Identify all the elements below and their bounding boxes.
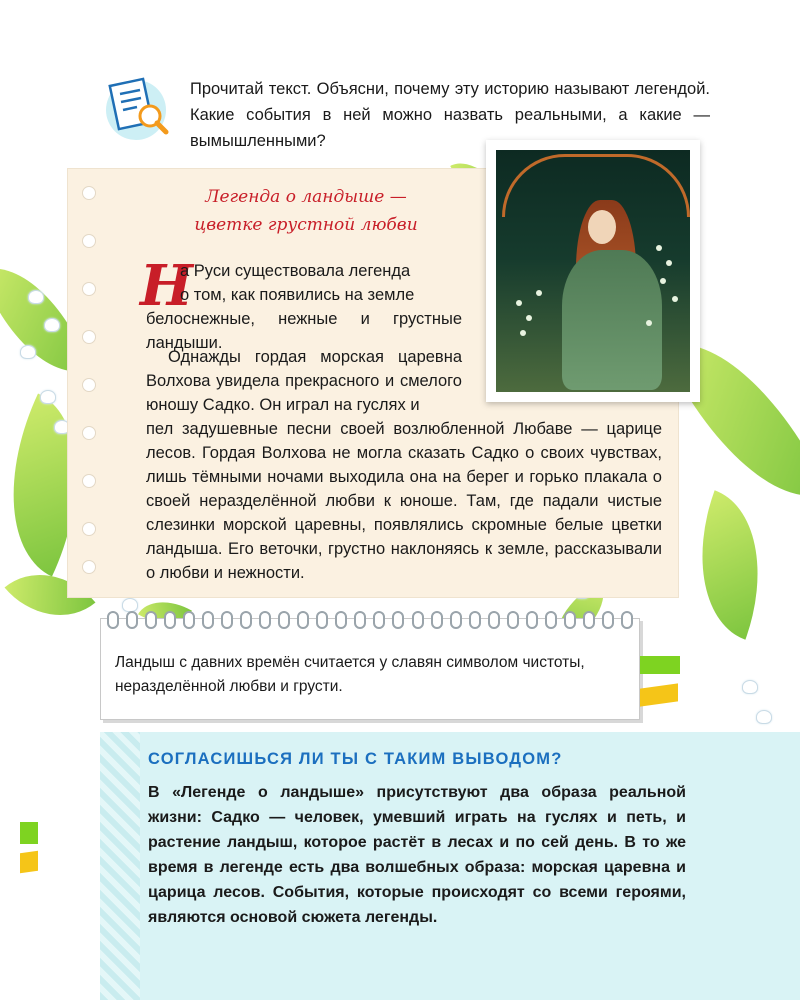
fact-note-line-2: неразделённой любви и грусти. — [115, 678, 343, 695]
story-paragraph-1-line-1: а Руси существовала легенда — [180, 262, 411, 280]
lily-flower-icon — [742, 680, 758, 694]
binder-hole — [82, 282, 96, 296]
lily-flower-icon — [28, 290, 44, 304]
conclusion-text: В «Легенде о ландыше» присутствуют два образа реальной жизни: Садко — человек, умевший играть на гуслях и петь, и растение ландыш, которое растёт в лесах и по сей день. В то же время в легенде есть два волшебных образа: морская царевна и царица лесов. События, которые происходят со всеми героями, являются основой сюжета легенды. — [148, 784, 686, 926]
binder-hole — [82, 560, 96, 574]
lily-flower-icon — [756, 710, 772, 724]
lily-flower-icon — [40, 390, 56, 404]
binder-hole — [82, 474, 96, 488]
fact-note — [100, 618, 640, 720]
decor-leaf — [670, 490, 790, 640]
green-tab — [640, 656, 680, 674]
drop-cap-letter: Н — [140, 253, 193, 319]
legend-illustration — [486, 140, 700, 402]
document-magnifier-icon — [102, 72, 174, 142]
binder-hole — [82, 234, 96, 248]
story-paragraph-1-line-2: о том, как появились на земле — [180, 286, 415, 304]
green-tab — [20, 822, 38, 844]
lily-flower-icon — [44, 318, 60, 332]
binder-hole — [82, 330, 96, 344]
yellow-tab — [20, 851, 38, 874]
lily-flower-icon — [122, 598, 138, 612]
story-paragraph-2: Однажды гордая морская царевна Волхова увидела прекрасного и смелого юношу Садко. Он играл на гуслях и — [146, 348, 462, 414]
yellow-tab — [640, 683, 678, 706]
notebook-spiral — [107, 611, 633, 625]
fact-note-line-1: Ландыш с давних времён считается у славян символом чистоты, — [115, 654, 585, 671]
story-title: Легенда о ландыше — цветке грустной любви — [194, 187, 418, 235]
task-instruction: Прочитай текст. Объясни, почему эту историю называют легендой. Какие события в ней можно назвать реальными, а какие — вымышленными? — [190, 80, 710, 150]
conclusion-heading: СОГЛАСИШЬСЯ ЛИ ТЫ С ТАКИМ ВЫВОДОМ? — [148, 750, 563, 768]
ornament-strip — [100, 732, 140, 1000]
story-paragraph-2-continued: пел задушевные песни своей возлюбленной Любаве — царице лесов. Гордая Волхова не могла сказать Садко о своих чувствах, лишь тёмными ночами выходила она на берег и горько плакала о своей неразделённой любви к юноше. Там, где падали чистые слезинки морской царевны, появлялись скромные белые цветки ландыша. Его веточки, грустно наклоняясь к земле, рассказывали о любви и нежности. — [146, 420, 662, 582]
binder-hole — [82, 186, 96, 200]
binder-hole — [82, 426, 96, 440]
lily-flower-icon — [20, 345, 36, 359]
binder-hole — [82, 522, 96, 536]
story-paragraph-1-rest: белоснежные, нежные и грустные ландыши. — [146, 310, 462, 352]
binder-hole — [82, 378, 96, 392]
